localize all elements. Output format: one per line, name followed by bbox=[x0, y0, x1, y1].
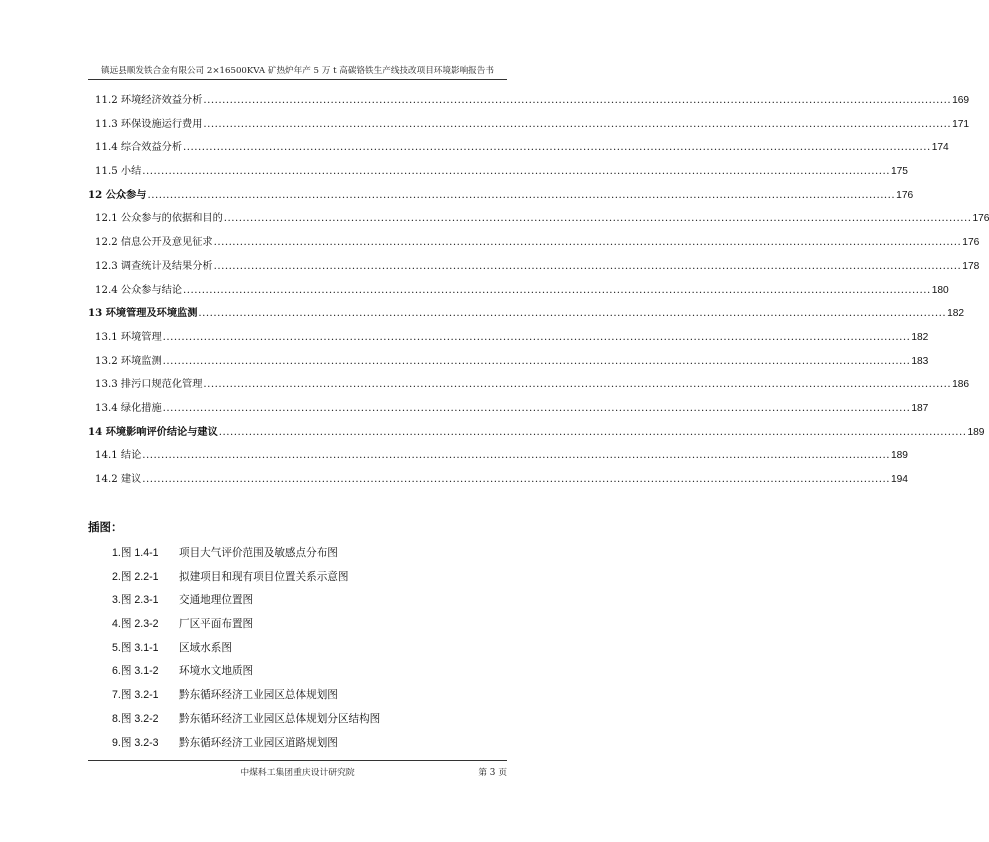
toc-entry-page: 176 bbox=[972, 213, 989, 225]
toc-entry[interactable] bbox=[88, 207, 989, 231]
figure-entry[interactable] bbox=[112, 660, 380, 684]
toc-dot-leader: ........................................................................................................................................................................................................ bbox=[142, 474, 890, 485]
toc-entry-label: 11.2 环境经济效益分析 bbox=[95, 95, 203, 106]
toc-entry-page: 178 bbox=[962, 260, 980, 272]
toc-entry[interactable] bbox=[88, 89, 970, 113]
footer-organization: 中煤科工集团重庆设计研究院 bbox=[240, 768, 355, 778]
toc-entry-label: 12 公众参与 bbox=[88, 188, 147, 201]
toc-entry[interactable] bbox=[88, 255, 980, 279]
footer-rule bbox=[88, 760, 507, 761]
toc-dot-leader: ........................................................................................................................................................................................................ bbox=[162, 355, 911, 367]
toc-entry[interactable] bbox=[88, 184, 914, 208]
toc-entry-page: 194 bbox=[890, 474, 908, 485]
toc-dot-leader: ........................................................................................................................................................................................................ bbox=[183, 284, 931, 296]
toc-dot-leader: ........................................................................................................................................................................................................ bbox=[183, 142, 931, 154]
figure-entry[interactable] bbox=[112, 542, 380, 566]
toc-entry-label: 13.4 绿化措施 bbox=[95, 402, 162, 414]
toc-dot-leader: ........................................................................................................................................................................................................ bbox=[203, 118, 952, 130]
toc-entry-label: 12.4 公众参与结论 bbox=[95, 284, 183, 296]
figure-entry[interactable] bbox=[112, 589, 380, 613]
toc-entry[interactable] bbox=[88, 421, 985, 445]
figure-number: 7.图 3.2-1 bbox=[112, 689, 159, 702]
toc-entry[interactable] bbox=[88, 397, 929, 421]
toc-entry-label: 14.1 结论 bbox=[95, 450, 142, 462]
toc-entry-label: 13.2 环境监测 bbox=[95, 355, 162, 367]
figure-title: 厂区平面布置图 bbox=[179, 618, 254, 631]
figure-entry[interactable] bbox=[112, 637, 380, 661]
running-header: 镇远县顺发铁合金有限公司 2×16500KVA 矿热炉年产 5 万 t 高碳铬铁生产线技改项目环境影响报告书 bbox=[88, 64, 507, 80]
figure-number: 2.图 2.2-1 bbox=[112, 570, 159, 583]
figure-title: 项目大气评价范围及敏感点分布图 bbox=[179, 547, 338, 559]
figure-title: 黔东循环经济工业园区道路规划图 bbox=[179, 736, 338, 749]
toc-dot-leader: ........................................................................................................................................................................................................ bbox=[162, 331, 911, 343]
toc-dot-leader: ........................................................................................................................................................................................................ bbox=[218, 426, 967, 438]
toc-dot-leader: ........................................................................................................................................................................................................ bbox=[198, 308, 947, 320]
toc-dot-leader: ........................................................................................................................................................................................................ bbox=[213, 237, 962, 249]
toc-entry-page: 176 bbox=[962, 237, 980, 249]
page-number: 第 3 页 bbox=[478, 768, 507, 778]
toc-entry-label: 13.1 环境管理 bbox=[95, 331, 162, 343]
figure-title: 拟建项目和现有项目位置关系示意图 bbox=[179, 570, 349, 583]
toc-entry-label: 12.1 公众参与的依据和目的 bbox=[95, 213, 223, 225]
toc-entry-page: 189 bbox=[967, 426, 985, 438]
figure-title: 环境水文地质图 bbox=[179, 665, 254, 678]
toc-entry-label: 13.3 排污口规范化管理 bbox=[95, 379, 203, 391]
table-of-contents bbox=[88, 89, 989, 492]
toc-entry-page: 187 bbox=[911, 402, 929, 414]
figure-title: 黔东循环经济工业园区总体规划分区结构图 bbox=[179, 712, 381, 725]
figure-number: 9.图 3.2-3 bbox=[112, 736, 159, 749]
figures-list bbox=[112, 542, 380, 755]
toc-dot-leader: ........................................................................................................................................................................................................ bbox=[203, 95, 952, 106]
toc-dot-leader: ........................................................................................................................................................................................................ bbox=[223, 213, 972, 225]
toc-entry[interactable] bbox=[88, 350, 929, 374]
toc-entry-page: 180 bbox=[931, 284, 949, 296]
toc-entry[interactable] bbox=[88, 160, 908, 184]
figure-entry[interactable] bbox=[112, 613, 380, 637]
toc-dot-leader: ........................................................................................................................................................................................................ bbox=[162, 402, 911, 414]
toc-entry-page: 175 bbox=[890, 166, 908, 178]
toc-entry-page: 176 bbox=[896, 189, 914, 201]
toc-dot-leader: ........................................................................................................................................................................................................ bbox=[213, 260, 962, 272]
toc-entry[interactable] bbox=[88, 231, 980, 255]
toc-entry-page: 182 bbox=[947, 308, 965, 320]
figure-title: 交通地理位置图 bbox=[179, 594, 254, 607]
toc-entry-label: 14 环境影响评价结论与建议 bbox=[88, 425, 218, 438]
figure-number: 8.图 3.2-2 bbox=[112, 712, 159, 725]
toc-dot-leader: ........................................................................................................................................................................................................ bbox=[142, 450, 890, 462]
figure-number: 1.图 1.4-1 bbox=[112, 547, 159, 559]
toc-entry[interactable] bbox=[88, 279, 949, 303]
toc-entry-page: 174 bbox=[931, 142, 949, 154]
toc-entry[interactable] bbox=[88, 444, 908, 468]
toc-entry-page: 183 bbox=[911, 355, 929, 367]
toc-entry-page: 169 bbox=[952, 95, 970, 106]
toc-entry-label: 11.4 综合效益分析 bbox=[95, 142, 183, 154]
toc-entry-label: 13 环境管理及环境监测 bbox=[88, 307, 198, 320]
figure-number: 4.图 2.3-2 bbox=[112, 618, 159, 631]
figures-heading: 插图： bbox=[88, 520, 123, 534]
toc-entry-label: 11.3 环保设施运行费用 bbox=[95, 118, 203, 130]
toc-entry-page: 186 bbox=[952, 379, 970, 391]
figure-entry[interactable] bbox=[112, 684, 380, 708]
toc-entry[interactable] bbox=[88, 373, 970, 397]
figure-entry[interactable] bbox=[112, 732, 380, 756]
toc-dot-leader: ........................................................................................................................................................................................................ bbox=[203, 379, 952, 391]
toc-entry-label: 12.2 信息公开及意见征求 bbox=[95, 237, 213, 249]
figure-entry[interactable] bbox=[112, 566, 380, 590]
figure-number: 3.图 2.3-1 bbox=[112, 594, 159, 607]
figure-entry[interactable] bbox=[112, 708, 380, 732]
figure-title: 黔东循环经济工业园区总体规划图 bbox=[179, 689, 338, 702]
toc-entry[interactable] bbox=[88, 326, 929, 350]
toc-entry-label: 11.5 小结 bbox=[95, 166, 142, 178]
toc-entry-label: 12.3 调查统计及结果分析 bbox=[95, 260, 213, 272]
toc-dot-leader: ........................................................................................................................................................................................................ bbox=[142, 166, 890, 178]
toc-entry[interactable] bbox=[88, 302, 965, 326]
figure-number: 5.图 3.1-1 bbox=[112, 641, 159, 654]
toc-entry[interactable] bbox=[88, 468, 908, 492]
toc-dot-leader: ........................................................................................................................................................................................................ bbox=[147, 189, 896, 201]
toc-entry[interactable] bbox=[88, 136, 949, 160]
toc-entry-page: 189 bbox=[890, 450, 908, 462]
toc-entry-page: 171 bbox=[952, 118, 970, 130]
toc-entry-label: 14.2 建议 bbox=[95, 474, 142, 485]
figure-number: 6.图 3.1-2 bbox=[112, 665, 159, 678]
toc-entry[interactable] bbox=[88, 113, 970, 137]
figure-title: 区域水系图 bbox=[179, 641, 232, 654]
toc-entry-page: 182 bbox=[911, 331, 929, 343]
